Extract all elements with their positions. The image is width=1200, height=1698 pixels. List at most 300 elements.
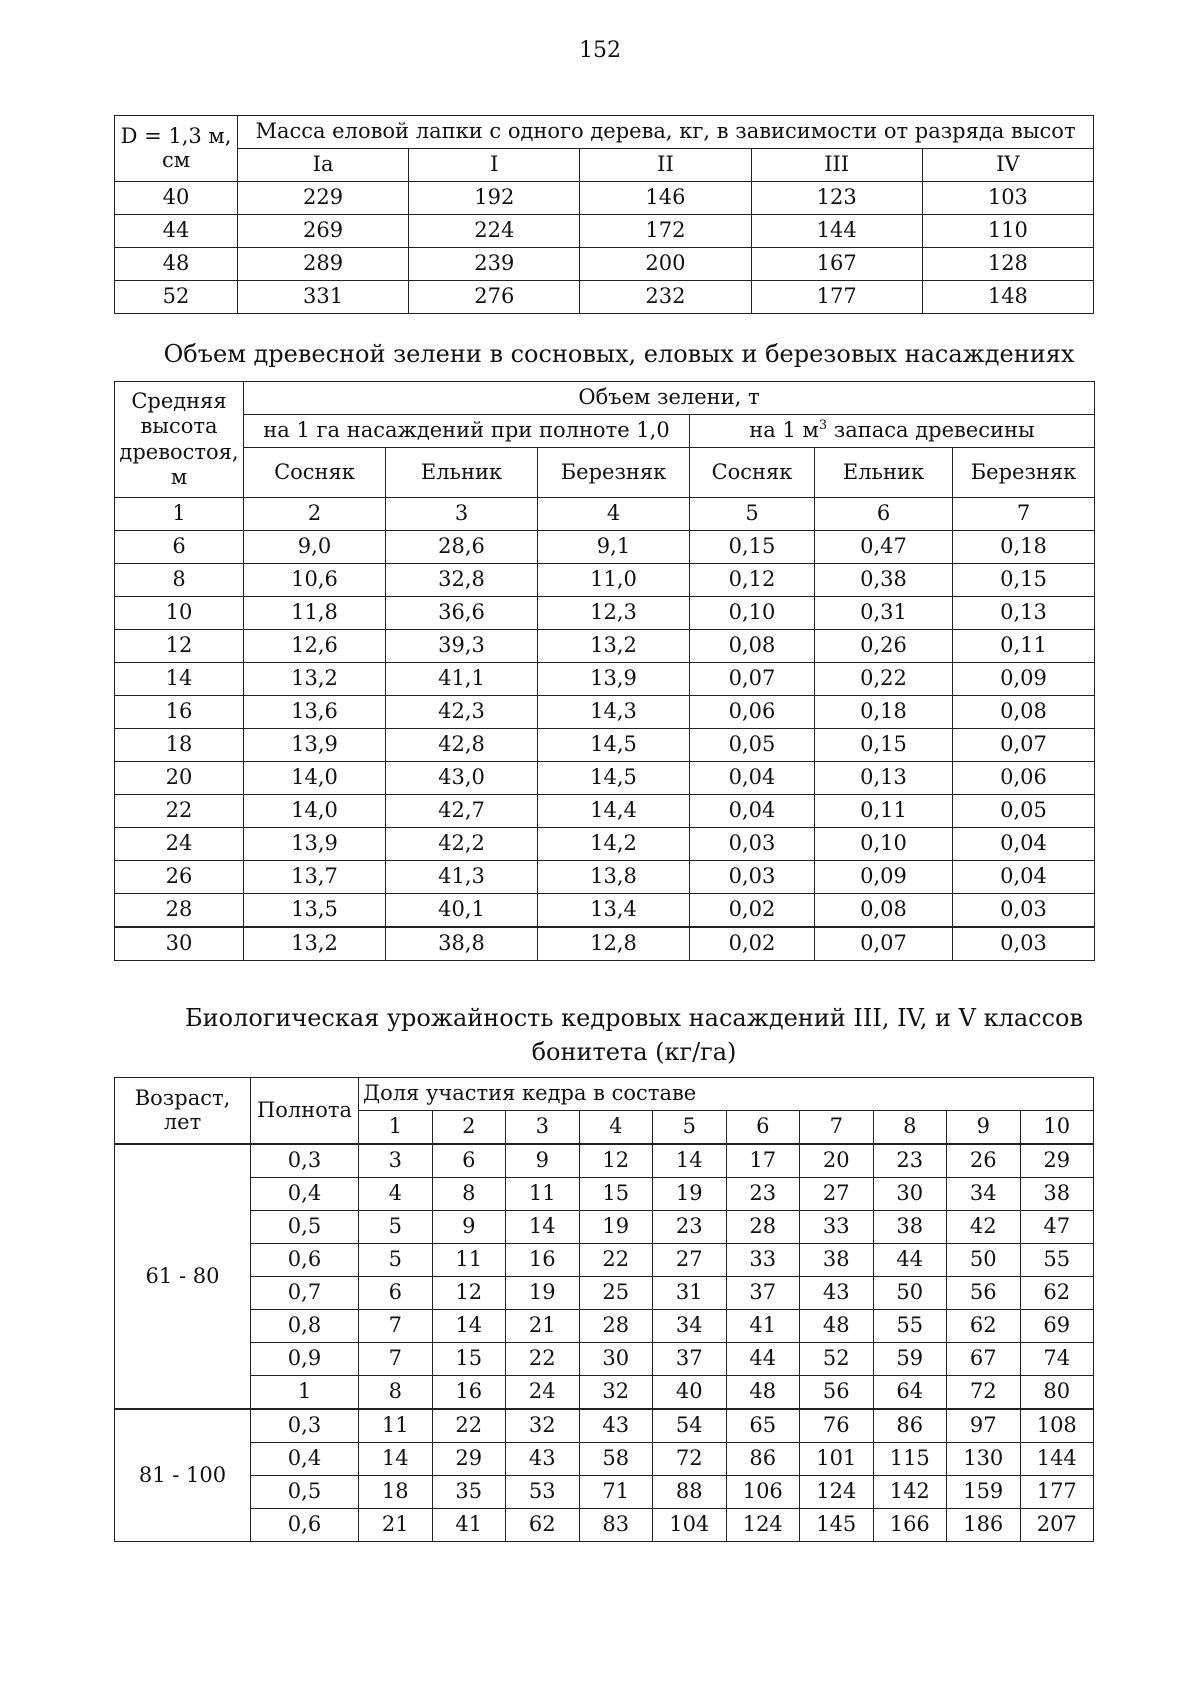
table-row [115, 281, 1094, 314]
table-cell: 177 [751, 281, 922, 314]
table-cell: 0,04 [690, 795, 815, 828]
table-cell: 0,08 [953, 696, 1095, 729]
table-cell: 47 [1020, 1211, 1094, 1244]
table-cell: 15 [432, 1343, 506, 1376]
table-cell: 0,02 [690, 927, 815, 961]
table-cell: 28,6 [386, 531, 538, 564]
table-cell: 0,07 [815, 927, 953, 961]
table-row [115, 1376, 1094, 1410]
table-cell: 0,15 [690, 531, 815, 564]
table-cell: 0,08 [815, 894, 953, 928]
table-cell: 43,0 [386, 762, 538, 795]
table-cell: 41 [432, 1509, 506, 1542]
table-cell: 14 [653, 1144, 727, 1178]
table-cell: 32,8 [386, 564, 538, 597]
table-cell: 289 [238, 248, 409, 281]
height-class-header: Ia [238, 149, 409, 182]
table-cell: 331 [238, 281, 409, 314]
table-row [115, 1443, 1094, 1476]
cedar-yield-caption-line2: бонитета (кг/га) [531, 1038, 737, 1066]
table-cell: 41,3 [386, 861, 538, 894]
table-cell: 8 [359, 1376, 433, 1410]
table-cell: 16 [506, 1244, 580, 1277]
table-cell: 86 [873, 1409, 947, 1443]
table-cell: 269 [238, 215, 409, 248]
table-cell: 44 [726, 1343, 800, 1376]
table-cell: 9,1 [538, 531, 690, 564]
table-cell: 104 [653, 1509, 727, 1542]
table-cell: 5 [359, 1244, 433, 1277]
column-number: 4 [538, 498, 690, 531]
species-header: Ельник [386, 448, 538, 498]
table-row [115, 1144, 1094, 1178]
species-header: Сосняк [244, 448, 386, 498]
table-cell: 0,04 [953, 828, 1095, 861]
table-cell: 4 [359, 1178, 433, 1211]
table-cell: 56 [800, 1376, 874, 1410]
table-cell: 9 [506, 1144, 580, 1178]
table-row [115, 927, 1095, 961]
table-cell: 13,7 [244, 861, 386, 894]
table-cell: 0,04 [953, 861, 1095, 894]
table-cell: 11,8 [244, 597, 386, 630]
greenery-volume-table [114, 381, 1095, 961]
age-group-cell: 81 - 100 [115, 1409, 251, 1542]
table-row [115, 1178, 1094, 1211]
table-cell: 34 [947, 1178, 1021, 1211]
table-cell: 43 [506, 1443, 580, 1476]
table-cell: 144 [751, 215, 922, 248]
table-cell: 15 [579, 1178, 653, 1211]
height-class-header: IV [922, 149, 1093, 182]
table-row [115, 597, 1095, 630]
cedar-yield-caption [114, 1001, 1094, 1069]
table-cell: 17 [726, 1144, 800, 1178]
table-cell: 29 [432, 1443, 506, 1476]
table-cell: 167 [751, 248, 922, 281]
table-cell: 146 [580, 182, 751, 215]
column-number: 7 [953, 498, 1095, 531]
table-cell: 32 [579, 1376, 653, 1410]
table-cell: 0,18 [815, 696, 953, 729]
table-cell: 123 [751, 182, 922, 215]
table-row [115, 861, 1095, 894]
table-cell: 22 [579, 1244, 653, 1277]
table-cell: 13,2 [244, 663, 386, 696]
table-cell: 0,26 [815, 630, 953, 663]
table-cell: 159 [947, 1476, 1021, 1509]
table-cell: 37 [726, 1277, 800, 1310]
table-cell: 27 [653, 1244, 727, 1277]
table-row [115, 828, 1095, 861]
table-cell: 44 [115, 215, 238, 248]
table-cell: 0,5 [251, 1211, 359, 1244]
spruce-branch-mass-table [114, 115, 1094, 314]
table-cell: 0,18 [953, 531, 1095, 564]
table-cell: 38 [1020, 1178, 1094, 1211]
table-cell: 0,13 [953, 597, 1095, 630]
table-cell: 14,5 [538, 762, 690, 795]
table-cell: 33 [726, 1244, 800, 1277]
table-cell: 14,5 [538, 729, 690, 762]
table-cell: 29 [1020, 1144, 1094, 1178]
table-row [115, 1244, 1094, 1277]
height-class-header: I [409, 149, 580, 182]
table-row [115, 182, 1094, 215]
table-cell: 0,15 [815, 729, 953, 762]
table-cell: 7 [359, 1343, 433, 1376]
table-cell: 34 [653, 1310, 727, 1343]
table-cell: 30 [873, 1178, 947, 1211]
table-cell: 229 [238, 182, 409, 215]
table-cell: 38 [800, 1244, 874, 1277]
height-class-header: II [580, 149, 751, 182]
table-cell: 20 [800, 1144, 874, 1178]
table-cell: 0,07 [953, 729, 1095, 762]
table-cell: 0,08 [690, 630, 815, 663]
table-cell: 0,3 [251, 1144, 359, 1178]
table-cell: 39,3 [386, 630, 538, 663]
table-cell: 48 [800, 1310, 874, 1343]
table-cell: 172 [580, 215, 751, 248]
table-cell: 166 [873, 1509, 947, 1542]
table-cell: 0,3 [251, 1409, 359, 1443]
table-row [115, 729, 1095, 762]
table-cell: 14 [432, 1310, 506, 1343]
table-cell: 0,06 [953, 762, 1095, 795]
table-cell: 0,8 [251, 1310, 359, 1343]
table-row [115, 1211, 1094, 1244]
table-row [115, 1343, 1094, 1376]
table-cell: 54 [653, 1409, 727, 1443]
table-cell: 0,11 [953, 630, 1095, 663]
table-cell: 41 [726, 1310, 800, 1343]
table-cell: 12,6 [244, 630, 386, 663]
table-cell: 14,3 [538, 696, 690, 729]
table-cell: 115 [873, 1443, 947, 1476]
diameter-header: D = 1,3 м, см [115, 116, 238, 182]
table-cell: 31 [653, 1277, 727, 1310]
table-cell: 48 [726, 1376, 800, 1410]
table-cell: 8 [115, 564, 244, 597]
table-cell: 14 [115, 663, 244, 696]
table-cell: 0,12 [690, 564, 815, 597]
table-cell: 13,2 [538, 630, 690, 663]
table-cell: 12 [432, 1277, 506, 1310]
table-cell: 36,6 [386, 597, 538, 630]
table-cell: 130 [947, 1443, 1021, 1476]
table-cell: 14,0 [244, 795, 386, 828]
table-cell: 41,1 [386, 663, 538, 696]
table-cell: 9 [432, 1211, 506, 1244]
table-cell: 43 [800, 1277, 874, 1310]
table-cell: 106 [726, 1476, 800, 1509]
table-row [115, 1409, 1094, 1443]
table-cell: 6 [432, 1144, 506, 1178]
table-row [115, 1277, 1094, 1310]
table-cell: 0,06 [690, 696, 815, 729]
share-header: 4 [579, 1111, 653, 1145]
table-cell: 52 [115, 281, 238, 314]
table-cell: 24 [115, 828, 244, 861]
table-cell: 148 [922, 281, 1093, 314]
table-cell: 0,4 [251, 1443, 359, 1476]
table-cell: 65 [726, 1409, 800, 1443]
density-header: Полнота [251, 1078, 359, 1145]
table-cell: 22 [506, 1343, 580, 1376]
page-number: 152 [579, 38, 621, 63]
column-number: 2 [244, 498, 386, 531]
table-cell: 13,9 [244, 828, 386, 861]
table-cell: 42,3 [386, 696, 538, 729]
table-cell: 19 [579, 1211, 653, 1244]
table-cell: 22 [432, 1409, 506, 1443]
table-cell: 58 [579, 1443, 653, 1476]
table-cell: 14 [506, 1211, 580, 1244]
table-cell: 11,0 [538, 564, 690, 597]
table-cell: 25 [579, 1277, 653, 1310]
table-cell: 0,6 [251, 1244, 359, 1277]
table-cell: 0,4 [251, 1178, 359, 1211]
table-cell: 0,10 [690, 597, 815, 630]
table-cell: 108 [1020, 1409, 1094, 1443]
table-cell: 42,2 [386, 828, 538, 861]
table-cell: 48 [115, 248, 238, 281]
table-cell: 16 [432, 1376, 506, 1410]
table-cell: 0,04 [690, 762, 815, 795]
table-cell: 86 [726, 1443, 800, 1476]
table-cell: 24 [506, 1376, 580, 1410]
share-header: 7 [800, 1111, 874, 1145]
table-cell: 19 [653, 1178, 727, 1211]
table-cell: 11 [506, 1178, 580, 1211]
table-cell: 11 [432, 1244, 506, 1277]
column-number: 5 [690, 498, 815, 531]
table-row [115, 663, 1095, 696]
table-cell: 28 [726, 1211, 800, 1244]
table-cell: 32 [506, 1409, 580, 1443]
table-cell: 5 [359, 1211, 433, 1244]
table-row [115, 762, 1095, 795]
table-cell: 55 [1020, 1244, 1094, 1277]
table-cell: 44 [873, 1244, 947, 1277]
share-header: 9 [947, 1111, 1021, 1145]
table-cell: 35 [432, 1476, 506, 1509]
table-cell: 30 [579, 1343, 653, 1376]
table-row [115, 1509, 1094, 1542]
table-row [115, 564, 1095, 597]
table-cell: 144 [1020, 1443, 1094, 1476]
height-class-header: III [751, 149, 922, 182]
table-cell: 21 [359, 1509, 433, 1542]
species-header: Ельник [815, 448, 953, 498]
table-cell: 10,6 [244, 564, 386, 597]
table-row [115, 894, 1095, 928]
table-cell: 50 [947, 1244, 1021, 1277]
table-cell: 0,03 [953, 894, 1095, 928]
table-cell: 0,13 [815, 762, 953, 795]
table-cell: 0,47 [815, 531, 953, 564]
table-cell: 69 [1020, 1310, 1094, 1343]
table-cell: 0,22 [815, 663, 953, 696]
table-cell: 0,07 [690, 663, 815, 696]
species-header: Сосняк [690, 448, 815, 498]
table-cell: 11 [359, 1409, 433, 1443]
table-cell: 67 [947, 1343, 1021, 1376]
table-row [115, 531, 1095, 564]
table-cell: 13,5 [244, 894, 386, 928]
table-cell: 8 [432, 1178, 506, 1211]
table-cell: 28 [115, 894, 244, 928]
table-cell: 53 [506, 1476, 580, 1509]
table-row [115, 248, 1094, 281]
table-cell: 10 [115, 597, 244, 630]
table-cell: 3 [359, 1144, 433, 1178]
table-cell: 76 [800, 1409, 874, 1443]
table-cell: 0,9 [251, 1343, 359, 1376]
branch-mass-group-header: Масса еловой лапки с одного дерева, кг, в зависимости от разряда высот [238, 116, 1094, 149]
table-cell: 12,3 [538, 597, 690, 630]
table-cell: 62 [947, 1310, 1021, 1343]
table-cell: 62 [506, 1509, 580, 1542]
table-cell: 72 [653, 1443, 727, 1476]
table-row [115, 795, 1095, 828]
cedar-share-group-header: Доля участия кедра в составе [359, 1078, 1094, 1111]
cedar-yield-table [114, 1077, 1094, 1542]
age-header: Возраст, лет [115, 1078, 251, 1145]
table-cell: 59 [873, 1343, 947, 1376]
table-cell: 0,7 [251, 1277, 359, 1310]
table-cell: 124 [800, 1476, 874, 1509]
table-cell: 22 [115, 795, 244, 828]
table-cell: 0,03 [690, 861, 815, 894]
table-cell: 0,10 [815, 828, 953, 861]
table-cell: 13,9 [244, 729, 386, 762]
per-hectare-header: на 1 га насаждений при полноте 1,0 [244, 415, 690, 448]
table-cell: 0,05 [953, 795, 1095, 828]
table-cell: 72 [947, 1376, 1021, 1410]
table-cell: 192 [409, 182, 580, 215]
table-cell: 0,15 [953, 564, 1095, 597]
table-cell: 14,4 [538, 795, 690, 828]
table-cell: 0,5 [251, 1476, 359, 1509]
table-cell: 103 [922, 182, 1093, 215]
table-cell: 12 [115, 630, 244, 663]
table-cell: 0,03 [690, 828, 815, 861]
column-number: 3 [386, 498, 538, 531]
table-cell: 9,0 [244, 531, 386, 564]
share-header: 6 [726, 1111, 800, 1145]
greenery-volume-group-header: Объем зелени, т [244, 382, 1095, 415]
table-cell: 20 [115, 762, 244, 795]
table-cell: 110 [922, 215, 1093, 248]
table-cell: 97 [947, 1409, 1021, 1443]
table-cell: 37 [653, 1343, 727, 1376]
table-cell: 13,2 [244, 927, 386, 961]
table-cell: 42,7 [386, 795, 538, 828]
table-cell: 13,8 [538, 861, 690, 894]
share-header: 10 [1020, 1111, 1094, 1145]
table-cell: 0,38 [815, 564, 953, 597]
table-cell: 88 [653, 1476, 727, 1509]
table-cell: 23 [726, 1178, 800, 1211]
table-cell: 38,8 [386, 927, 538, 961]
mean-height-header: Средняя высота древостоя, м [115, 382, 244, 498]
table-cell: 232 [580, 281, 751, 314]
table-cell: 200 [580, 248, 751, 281]
table-cell: 28 [579, 1310, 653, 1343]
table-cell: 14,0 [244, 762, 386, 795]
table-row [115, 215, 1094, 248]
table-cell: 145 [800, 1509, 874, 1542]
table-cell: 50 [873, 1277, 947, 1310]
table-cell: 52 [800, 1343, 874, 1376]
share-header: 1 [359, 1111, 433, 1145]
table-cell: 23 [653, 1211, 727, 1244]
table-cell: 186 [947, 1509, 1021, 1542]
table-cell: 0,11 [815, 795, 953, 828]
table-cell: 62 [1020, 1277, 1094, 1310]
share-header: 8 [873, 1111, 947, 1145]
table-cell: 101 [800, 1443, 874, 1476]
table-cell: 239 [409, 248, 580, 281]
table-cell: 0,09 [953, 663, 1095, 696]
column-number: 6 [815, 498, 953, 531]
table-cell: 71 [579, 1476, 653, 1509]
table-cell: 43 [579, 1409, 653, 1443]
table-cell: 13,4 [538, 894, 690, 928]
table-cell: 0,31 [815, 597, 953, 630]
table-cell: 38 [873, 1211, 947, 1244]
table-cell: 18 [115, 729, 244, 762]
table-cell: 33 [800, 1211, 874, 1244]
table-cell: 16 [115, 696, 244, 729]
table-cell: 64 [873, 1376, 947, 1410]
table-cell: 55 [873, 1310, 947, 1343]
table-cell: 23 [873, 1144, 947, 1178]
table-cell: 40,1 [386, 894, 538, 928]
per-cubic-meter-header: на 1 $м^3$ запаса древесины [690, 415, 1095, 448]
table-cell: 207 [1020, 1509, 1094, 1542]
table-cell: 14 [359, 1443, 433, 1476]
table-cell: 0,05 [690, 729, 815, 762]
table-cell: 276 [409, 281, 580, 314]
table-cell: 0,02 [690, 894, 815, 928]
table-cell: 128 [922, 248, 1093, 281]
table-cell: 13,6 [244, 696, 386, 729]
table-row [115, 1476, 1094, 1509]
table-row [115, 630, 1095, 663]
table-row [115, 696, 1095, 729]
share-header: 2 [432, 1111, 506, 1145]
table-cell: 83 [579, 1509, 653, 1542]
species-header: Березняк [953, 448, 1095, 498]
table-cell: 42,8 [386, 729, 538, 762]
column-number: 1 [115, 498, 244, 531]
table-cell: 0,03 [953, 927, 1095, 961]
cedar-yield-caption-line1: Биологическая урожайность кедровых насаждений III, IV, и V классов [185, 1004, 1083, 1032]
table-cell: 12 [579, 1144, 653, 1178]
table-cell: 30 [115, 927, 244, 961]
table-cell: 42 [947, 1211, 1021, 1244]
table-cell: 177 [1020, 1476, 1094, 1509]
table-cell: 18 [359, 1476, 433, 1509]
table-cell: 26 [115, 861, 244, 894]
table-cell: 40 [653, 1376, 727, 1410]
table-cell: 27 [800, 1178, 874, 1211]
table-cell: 142 [873, 1476, 947, 1509]
table-cell: 26 [947, 1144, 1021, 1178]
